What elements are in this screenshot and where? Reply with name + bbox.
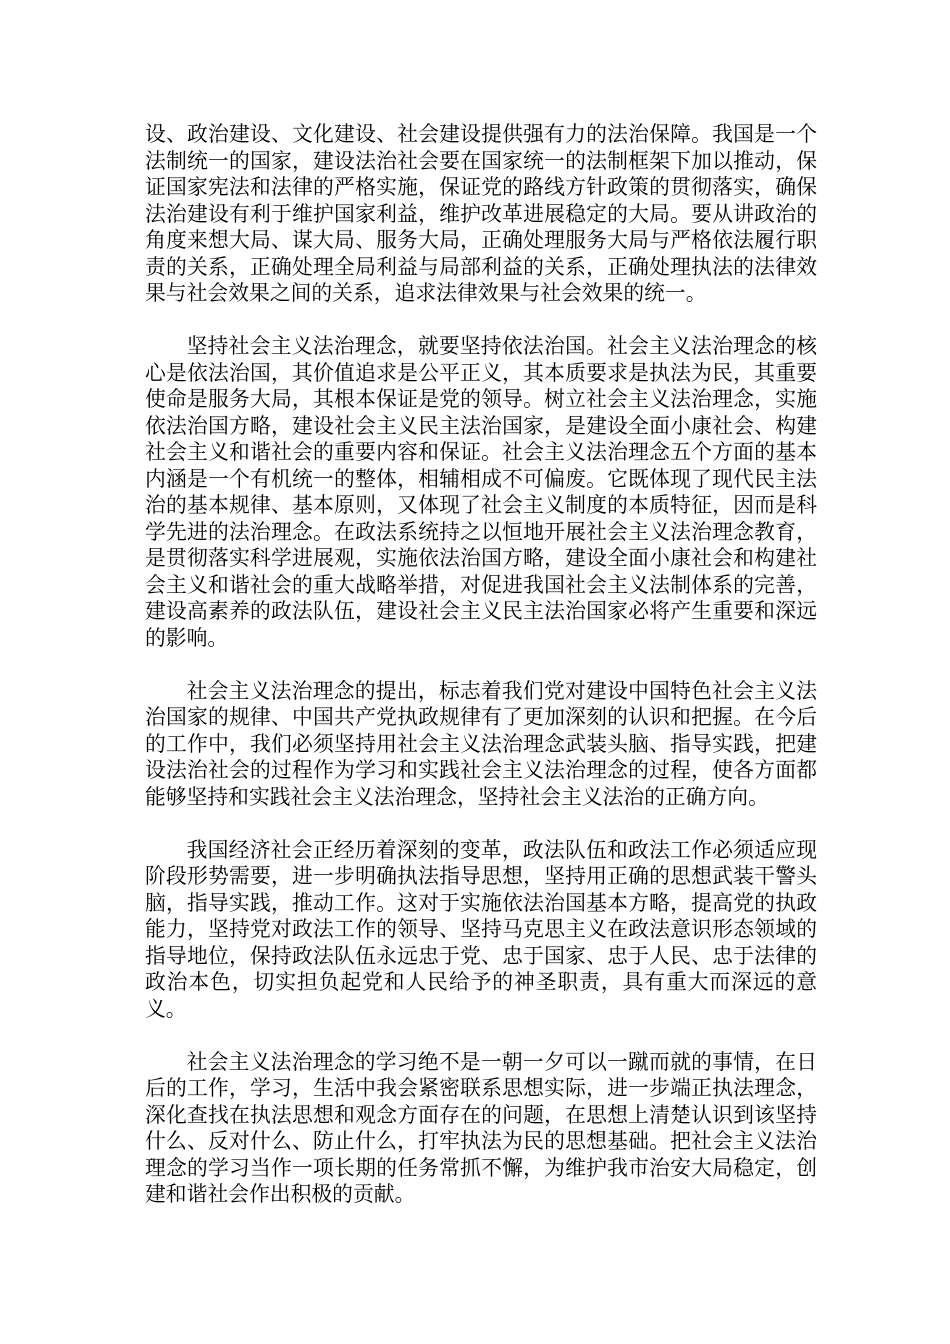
paragraph-2: 坚持社会主义法治理念，就要坚持依法治国。社会主义法治理念的核心是依法治国，其价值追求是公平正义，其本质要求是执法为民，其重要使命是服务大局，其根本保证是党的领导。树立社会主义法治理念，实施依法治国方略，建设社会主义民主法治国家，是建设全面小康社会、构建社会主义和谐社会的重要内容和保证。社会主义法治理念五个方面的基本内涵是一个有机统一的整体，相辅相成不可偏废。它既体现了现代民主法治的基本规律、基本原则，又体现了社会主义制度的本质特征，因而是科学先进的法治理念。在政法系统持之以恒地开展社会主义法治理念教育，是贯彻落实科学进展观，实施依法治国方略，建设全面小康社会和构建社会主义和谐社会的重大战略举措，对促进我国社会主义法制体系的完善，建设高素养的政法队伍，建设社会主义民主法治国家必将产生重要和深远的影响。 [145,334,817,650]
paragraph-5: 社会主义法治理念的学习绝不是一朝一夕可以一蹴而就的事情，在日后的工作，学习，生活中我会紧密联系思想实际，进一步端正执法理念，深化查找在执法思想和观念方面存在的问题，在思想上清楚认识到该坚持什么、反对什么、防止什么，打牢执法为民的思想基础。把社会主义法治理念的学习当作一项长期的任务常抓不懈，为维护我市治安大局稳定，创建和谐社会作出积极的贡献。 [145,1049,817,1206]
paragraph-3: 社会主义法治理念的提出，标志着我们党对建设中国特色社会主义法治国家的规律、中国共产党执政规律有了更加深刻的认识和把握。在今后的工作中，我们必须坚持用社会主义法治理念武装头脑、指导实践，把建设法治社会的过程作为学习和实践社会主义法治理念的过程，使各方面都能够坚持和实践社会主义法治理念，坚持社会主义法治的正确方向。 [145,678,817,809]
paragraph-1: 设、政治建设、文化建设、社会建设提供强有力的法治保障。我国是一个法制统一的国家，建设法治社会要在国家统一的法制框架下加以推动，保证国家宪法和法律的严格实施，保证党的路线方针政策的贯彻落实，确保法治建设有利于维护国家利益，维护改革进展稳定的大局。要从讲政治的角度来想大局、谋大局、服务大局，正确处理服务大局与严格依法履行职责的关系，正确处理全局利益与局部利益的关系，正确处理执法的法律效果与社会效果之间的关系，追求法律效果与社会效果的统一。 [145,122,817,305]
document-body [145,121,817,1234]
paragraph-4: 我国经济社会正经历着深刻的变革，政法队伍和政法工作必须适应现阶段形势需要，进一步明确执法指导思想，坚持用正确的思想武装干警头脑，指导实践，推动工作。这对于实施依法治国基本方略，提高党的执政能力，坚持党对政法工作的领导、坚持马克思主义在政法意识形态领域的指导地位，保持政法队伍永远忠于党、忠于国家、忠于人民、忠于法律的政治本色，切实担负起党和人民给予的神圣职责，具有重大而深远的意义。 [145,837,817,1021]
